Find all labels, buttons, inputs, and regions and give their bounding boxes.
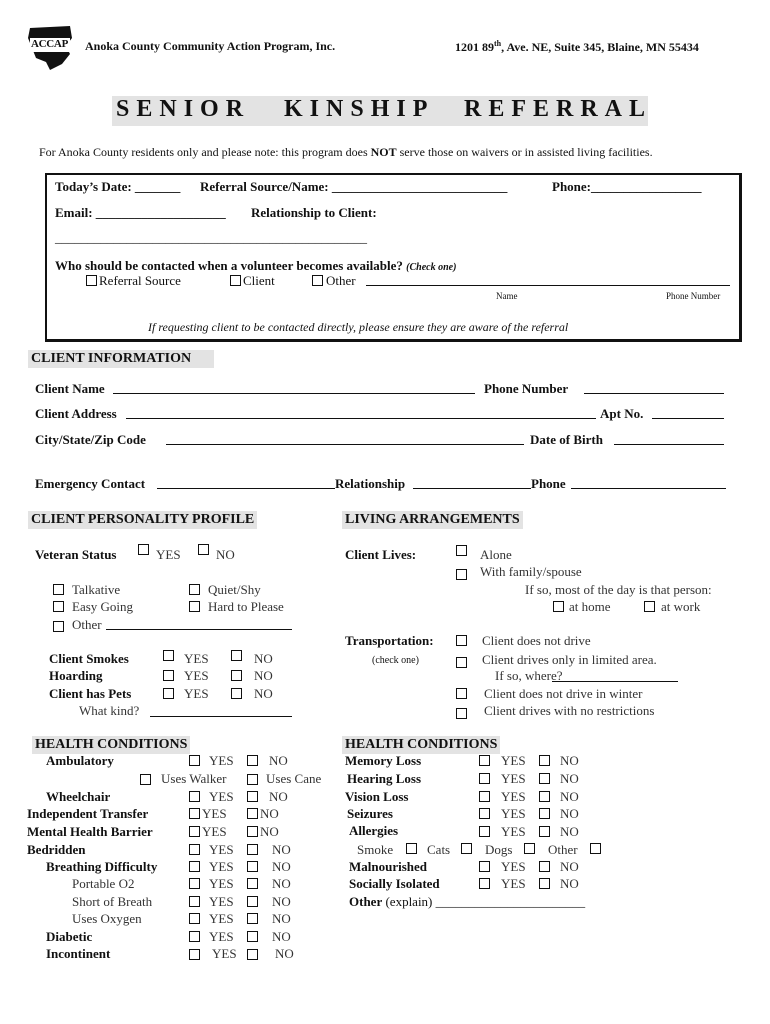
hoarding-label: Hoarding: [49, 668, 103, 683]
client-address-field[interactable]: [126, 418, 596, 419]
apt-no-label: Apt No.: [600, 406, 644, 421]
breathing-yes-checkbox[interactable]: [189, 861, 200, 872]
emergency-phone-label: Phone: [531, 476, 566, 491]
client-phone-label: Phone Number: [484, 381, 569, 396]
veteran-status-label: Veteran Status: [35, 547, 117, 562]
allergies-yes-label: YES: [501, 824, 526, 839]
transport-check-one: (check one): [372, 655, 419, 666]
allergy-other-label: Other: [548, 842, 578, 857]
health-right-heading: HEALTH CONDITIONS: [342, 736, 500, 754]
memory-loss-no-checkbox[interactable]: [539, 755, 550, 766]
emergency-phone-field[interactable]: [571, 488, 726, 489]
independent-transfer-no-label: NO: [260, 806, 279, 821]
hearing-loss-no-label: NO: [560, 771, 579, 786]
seizures-no-checkbox[interactable]: [539, 808, 550, 819]
mental-health-no-label: NO: [260, 824, 279, 839]
diabetic-yes-label: YES: [209, 929, 234, 944]
logo-text: ACCAP: [31, 38, 68, 50]
dob-field[interactable]: [614, 444, 724, 445]
who-contact-question: Who should be contacted when a volunteer becomes available? (Check one): [55, 258, 457, 273]
uses-walker-label: Uses Walker: [161, 771, 227, 786]
what-kind-label: What kind?: [79, 703, 140, 718]
portable-o2-yes-checkbox[interactable]: [189, 878, 200, 889]
memory-loss-label: Memory Loss: [345, 753, 422, 768]
emergency-relationship-label: Relationship: [335, 476, 406, 491]
independent-transfer-label: Independent Transfer: [27, 806, 149, 821]
diabetic-yes-checkbox[interactable]: [189, 931, 200, 942]
breathing-no-checkbox[interactable]: [247, 861, 258, 872]
socially-isolated-yes-checkbox[interactable]: [479, 878, 490, 889]
mental-health-no-checkbox[interactable]: [247, 826, 258, 837]
vision-loss-yes-checkbox[interactable]: [479, 791, 490, 802]
socially-isolated-yes-label: YES: [501, 876, 526, 891]
emergency-contact-label: Emergency Contact: [35, 476, 146, 491]
cats-allergy-checkbox[interactable]: [461, 843, 472, 854]
incontinent-yes-label: YES: [212, 946, 237, 961]
incontinent-yes-checkbox[interactable]: [189, 949, 200, 960]
hoarding-yes-checkbox[interactable]: [163, 670, 174, 681]
dob-label: Date of Birth: [530, 432, 603, 447]
health-left-heading: HEALTH CONDITIONS: [32, 736, 190, 754]
malnourished-no-label: NO: [560, 859, 579, 874]
has-pets-label: Client has Pets: [49, 686, 132, 701]
allergies-yes-checkbox[interactable]: [479, 826, 490, 837]
vision-loss-no-label: NO: [560, 789, 579, 804]
hearing-loss-label: Hearing Loss: [347, 771, 422, 786]
alone-checkbox[interactable]: [456, 545, 467, 556]
portable-o2-yes-label: YES: [209, 876, 234, 891]
seizures-label: Seizures: [347, 806, 393, 821]
at-home-label: at home: [569, 599, 611, 614]
incontinent-no-label: NO: [275, 946, 294, 961]
other-contact-line[interactable]: [366, 285, 730, 286]
incontinent-no-checkbox[interactable]: [247, 949, 258, 960]
vision-loss-label: Vision Loss: [345, 789, 409, 804]
malnourished-label: Malnourished: [349, 859, 428, 874]
client-address-label: Client Address: [35, 406, 117, 421]
relationship-line[interactable]: ________________________________________________: [55, 230, 367, 245]
other-checkbox[interactable]: [312, 275, 323, 286]
malnourished-yes-checkbox[interactable]: [479, 861, 490, 872]
breathing-yes-label: YES: [209, 859, 234, 874]
org-name: Anoka County Community Action Program, Inc.: [85, 39, 336, 53]
wheelchair-yes-label: YES: [209, 789, 234, 804]
transport-no-restrictions-label: Client drives with no restrictions: [484, 703, 655, 718]
pets-no-checkbox[interactable]: [231, 688, 242, 699]
ambulatory-no-checkbox[interactable]: [247, 755, 258, 766]
seizures-no-label: NO: [560, 806, 579, 821]
ambulatory-yes-label: YES: [209, 753, 234, 768]
city-state-zip-field[interactable]: [166, 444, 524, 445]
uses-oxygen-yes-label: YES: [209, 911, 234, 926]
short-of-breath-no-label: NO: [272, 894, 291, 909]
personality-other-label: Other: [72, 617, 102, 632]
emergency-relationship-field[interactable]: [413, 488, 531, 489]
dogs-label: Dogs: [485, 842, 513, 857]
smokes-no-checkbox[interactable]: [231, 650, 242, 661]
client-info-heading: CLIENT INFORMATION: [28, 350, 214, 368]
ambulatory-label: Ambulatory: [46, 753, 114, 768]
independent-transfer-yes-checkbox[interactable]: [189, 808, 200, 819]
portable-o2-label: Portable O2: [72, 876, 135, 891]
uses-cane-checkbox[interactable]: [247, 774, 258, 785]
at-home-checkbox[interactable]: [553, 601, 564, 612]
easy-going-label: Easy Going: [72, 599, 134, 614]
city-state-zip-label: City/State/Zip Code: [35, 432, 146, 447]
uses-oxygen-no-label: NO: [272, 911, 291, 926]
referral-source-checkbox[interactable]: [86, 275, 97, 286]
veteran-no-label: NO: [216, 547, 235, 562]
bedridden-yes-checkbox[interactable]: [189, 844, 200, 855]
smokes-no-label: NO: [254, 651, 273, 666]
uses-oxygen-yes-checkbox[interactable]: [189, 913, 200, 924]
client-option: Client: [243, 273, 275, 288]
hard-to-please-checkbox[interactable]: [189, 601, 200, 612]
veteran-yes-label: YES: [156, 547, 181, 562]
transport-winter-checkbox[interactable]: [456, 688, 467, 699]
todays-date-field[interactable]: Today’s Date: _______: [55, 179, 181, 194]
allergies-no-label: NO: [560, 824, 579, 839]
transport-no-drive-checkbox[interactable]: [456, 635, 467, 646]
hearing-loss-yes-checkbox[interactable]: [479, 773, 490, 784]
wheelchair-yes-checkbox[interactable]: [189, 791, 200, 802]
transport-limited-label: Client drives only in limited area.: [482, 652, 657, 667]
hoarding-no-checkbox[interactable]: [231, 670, 242, 681]
at-work-label: at work: [661, 599, 701, 614]
living-heading: LIVING ARRANGEMENTS: [342, 511, 523, 529]
client-name-field[interactable]: [113, 393, 475, 394]
seizures-yes-checkbox[interactable]: [479, 808, 490, 819]
cats-label: Cats: [427, 842, 451, 857]
hoarding-yes-label: YES: [184, 668, 209, 683]
other-option: Other: [326, 273, 356, 288]
page-title: SENIOR KINSHIP REFERRAL: [112, 96, 648, 126]
with-family-label: With family/spouse: [480, 564, 582, 579]
smokes-yes-checkbox[interactable]: [163, 650, 174, 661]
allergies-no-checkbox[interactable]: [539, 826, 550, 837]
logo: [26, 24, 76, 72]
ambulatory-no-label: NO: [269, 753, 288, 768]
apt-no-field[interactable]: [652, 418, 724, 419]
vision-loss-no-checkbox[interactable]: [539, 791, 550, 802]
diabetic-no-label: NO: [272, 929, 291, 944]
pets-no-label: NO: [254, 686, 273, 701]
mental-health-yes-checkbox[interactable]: [189, 826, 200, 837]
with-family-checkbox[interactable]: [456, 569, 467, 580]
wheelchair-label: Wheelchair: [46, 789, 111, 804]
client-name-label: Client Name: [35, 381, 105, 396]
talkative-label: Talkative: [72, 582, 121, 597]
memory-loss-yes-label: YES: [501, 753, 526, 768]
bedridden-no-checkbox[interactable]: [247, 844, 258, 855]
short-of-breath-yes-label: YES: [209, 894, 234, 909]
referral-note: If requesting client to be contacted directly, please ensure they are aware of the referral: [148, 320, 569, 334]
org-address: 1201 89th, Ave. NE, Suite 345, Blaine, MN 55434: [455, 39, 699, 54]
uses-walker-checkbox[interactable]: [140, 774, 151, 785]
smoke-allergy-checkbox[interactable]: [406, 843, 417, 854]
seizures-yes-label: YES: [501, 806, 526, 821]
smokes-yes-label: YES: [184, 651, 209, 666]
transport-limited-checkbox[interactable]: [456, 657, 467, 668]
breathing-difficulty-label: Breathing Difficulty: [46, 859, 158, 874]
hearing-loss-no-checkbox[interactable]: [539, 773, 550, 784]
allergies-label: Allergies: [349, 823, 399, 838]
short-of-breath-label: Short of Breath: [72, 894, 153, 909]
vision-loss-yes-label: YES: [501, 789, 526, 804]
diabetic-label: Diabetic: [46, 929, 93, 944]
emergency-contact-field[interactable]: [157, 488, 335, 489]
bedridden-label: Bedridden: [27, 842, 86, 857]
transport-where-field[interactable]: [552, 681, 678, 682]
referral-source-option: Referral Source: [99, 273, 181, 288]
bedridden-yes-label: YES: [209, 842, 234, 857]
short-of-breath-no-checkbox[interactable]: [247, 896, 258, 907]
veteran-yes-checkbox[interactable]: [138, 544, 149, 555]
socially-isolated-no-checkbox[interactable]: [539, 878, 550, 889]
wheelchair-no-label: NO: [269, 789, 288, 804]
transport-where-label: If so, where?: [495, 668, 563, 683]
pets-yes-label: YES: [184, 686, 209, 701]
personality-other-checkbox[interactable]: [53, 621, 64, 632]
transport-no-restrictions-checkbox[interactable]: [456, 708, 467, 719]
mental-health-barrier-label: Mental Health Barrier: [27, 824, 153, 839]
pets-yes-checkbox[interactable]: [163, 688, 174, 699]
uses-cane-label: Uses Cane: [266, 771, 322, 786]
uses-oxygen-no-checkbox[interactable]: [247, 913, 258, 924]
memory-loss-yes-checkbox[interactable]: [479, 755, 490, 766]
easy-going-checkbox[interactable]: [53, 601, 64, 612]
short-of-breath-yes-checkbox[interactable]: [189, 896, 200, 907]
diabetic-no-checkbox[interactable]: [247, 931, 258, 942]
talkative-checkbox[interactable]: [53, 584, 64, 595]
transport-winter-label: Client does not drive in winter: [484, 686, 643, 701]
ambulatory-yes-checkbox[interactable]: [189, 755, 200, 766]
hearing-loss-yes-label: YES: [501, 771, 526, 786]
transportation-label: Transportation:: [345, 633, 434, 648]
hard-to-please-label: Hard to Please: [208, 599, 284, 614]
relationship-to-client-label: Relationship to Client:: [251, 205, 377, 220]
wheelchair-no-checkbox[interactable]: [247, 791, 258, 802]
portable-o2-no-checkbox[interactable]: [247, 878, 258, 889]
breathing-no-label: NO: [272, 859, 291, 874]
other-explain-field[interactable]: Other (explain) _______________________: [349, 894, 586, 909]
bedridden-no-label: NO: [272, 842, 291, 857]
quiet-shy-checkbox[interactable]: [189, 584, 200, 595]
uses-oxygen-label: Uses Oxygen: [72, 911, 142, 926]
phone-number-caption: Phone Number: [666, 291, 721, 301]
referral-phone-field[interactable]: Phone:_________________: [552, 179, 702, 194]
notice-text: For Anoka County residents only and please note: this program does NOT serve those on waivers or in assisted living facilities.: [39, 145, 653, 159]
memory-loss-no-label: NO: [560, 753, 579, 768]
client-lives-label: Client Lives:: [345, 547, 417, 562]
referral-email-field[interactable]: Email: ____________________: [55, 205, 226, 220]
client-smokes-label: Client Smokes: [49, 651, 129, 666]
quiet-shy-label: Quiet/Shy: [208, 582, 261, 597]
smoke-label: Smoke: [357, 842, 394, 857]
socially-isolated-label: Socially Isolated: [349, 876, 440, 891]
hoarding-no-label: NO: [254, 668, 273, 683]
name-caption: Name: [496, 291, 518, 301]
transport-no-drive-label: Client does not drive: [482, 633, 591, 648]
mental-health-yes-label: YES: [202, 824, 227, 839]
portable-o2-no-label: NO: [272, 876, 291, 891]
if-so-label: If so, most of the day is that person:: [525, 582, 712, 597]
independent-transfer-yes-label: YES: [202, 806, 227, 821]
client-phone-field[interactable]: [584, 393, 724, 394]
what-kind-field[interactable]: [150, 716, 292, 717]
veteran-no-checkbox[interactable]: [198, 544, 209, 555]
dogs-allergy-checkbox[interactable]: [524, 843, 535, 854]
at-work-checkbox[interactable]: [644, 601, 655, 612]
personality-other-field[interactable]: [106, 629, 292, 630]
incontinent-label: Incontinent: [46, 946, 111, 961]
malnourished-yes-label: YES: [501, 859, 526, 874]
client-checkbox[interactable]: [230, 275, 241, 286]
personality-heading: CLIENT PERSONALITY PROFILE: [28, 511, 257, 529]
malnourished-no-checkbox[interactable]: [539, 861, 550, 872]
independent-transfer-no-checkbox[interactable]: [247, 808, 258, 819]
allergy-other-checkbox[interactable]: [590, 843, 601, 854]
alone-label: Alone: [480, 547, 512, 562]
socially-isolated-no-label: NO: [560, 876, 579, 891]
referral-source-field[interactable]: Referral Source/Name: ___________________________: [200, 179, 508, 194]
